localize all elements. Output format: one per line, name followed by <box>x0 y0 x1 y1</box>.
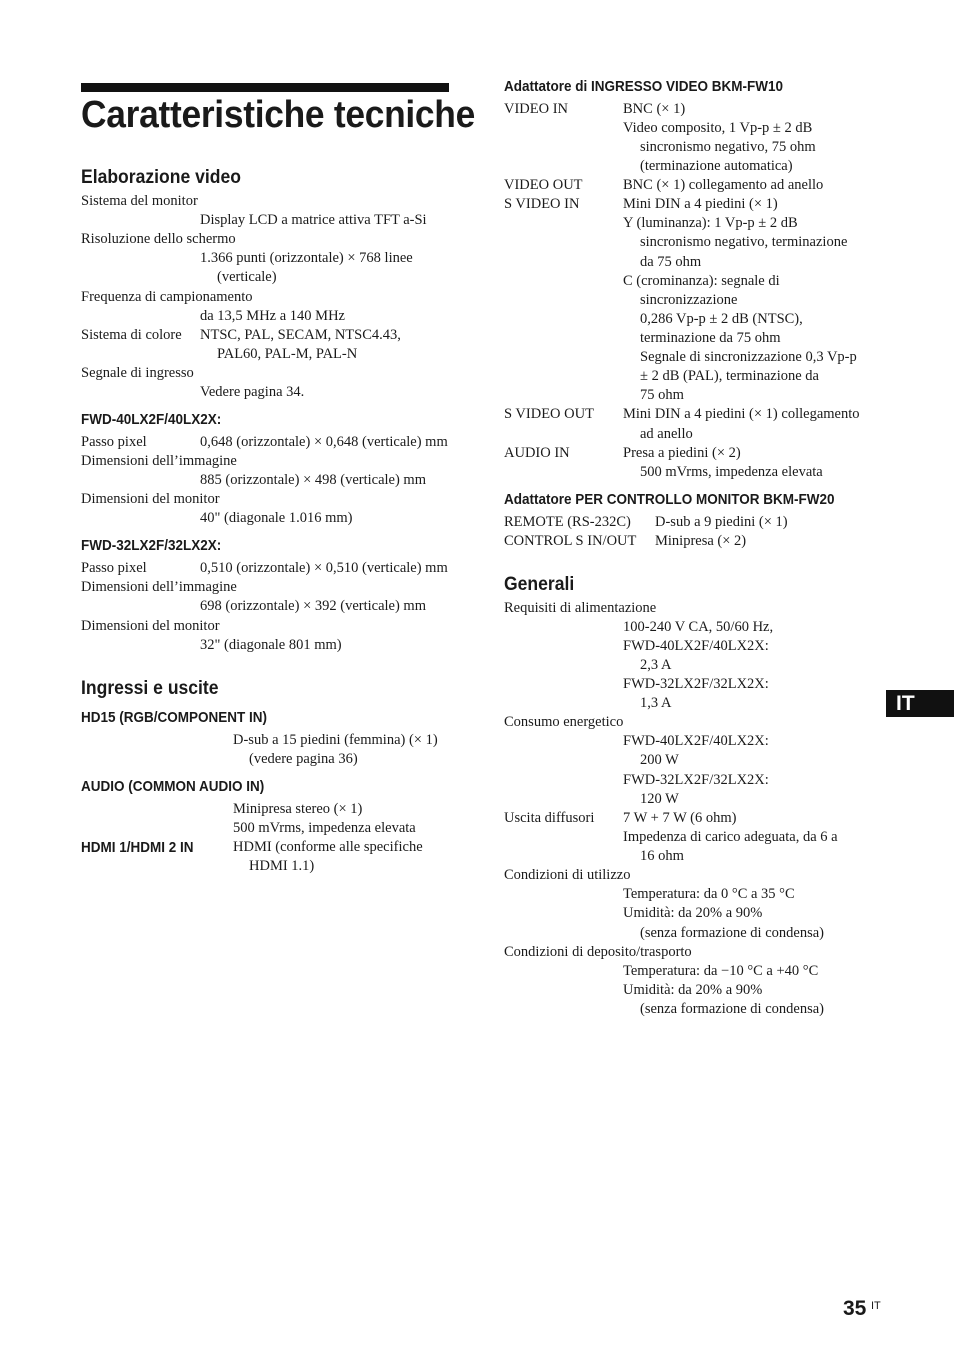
spec-value-video-in-4: (terminazione automatica) <box>640 158 793 174</box>
spec-value-uscita-2: Impedenza di carico adeguata, da 6 a <box>623 829 838 845</box>
spec-label-segnale: Segnale di ingresso <box>81 365 194 381</box>
spec-value-svideo-in-8: terminazione da 75 ohm <box>640 330 781 346</box>
spec-value-consumo-1: FWD-40LX2F/40LX2X: <box>623 733 769 749</box>
spec-label-dim-img-32: Dimensioni dell’immagine <box>81 579 237 595</box>
spec-value-hd15-cont: (vedere pagina 36) <box>249 751 358 767</box>
spec-value-audio-in-2: 500 mVrms, impedenza elevata <box>640 464 823 480</box>
spec-value-dim-mon-32: 32" (diagonale 801 mm) <box>200 637 342 653</box>
spec-label-passo-32: Passo pixel <box>81 560 147 576</box>
subheading-hd15: HD15 (RGB/COMPONENT IN) <box>81 709 268 726</box>
spec-value-consumo-2: 200 W <box>640 752 679 768</box>
spec-value-dim-img-40: 885 (orizzontale) × 498 (verticale) mm <box>200 472 426 488</box>
spec-label-consumo: Consumo energetico <box>504 714 624 730</box>
page-title: Caratteristiche tecniche <box>81 94 475 136</box>
spec-value-svideo-out-2: ad anello <box>640 426 693 442</box>
spec-value-svideo-in-11: 75 ohm <box>640 387 684 403</box>
subheading-fw10: Adattatore di INGRESSO VIDEO BKM-FW10 <box>504 78 784 95</box>
spec-value-consumo-4: 120 W <box>640 791 679 807</box>
spec-value-deposito-1: Temperatura: da −10 °C a +40 °C <box>623 963 819 979</box>
spec-value-consumo-3: FWD-32LX2F/32LX2X: <box>623 772 769 788</box>
spec-value-segnale: Vedere pagina 34. <box>200 384 305 400</box>
spec-label-alimentazione: Requisiti di alimentazione <box>504 600 657 616</box>
page-number: 35 <box>843 1297 867 1320</box>
spec-value-passo-40: 0,648 (orizzontale) × 0,648 (verticale) mm <box>200 434 448 450</box>
spec-value-svideo-in-5: C (crominanza): segnale di <box>623 273 780 289</box>
spec-value-hdmi: HDMI (conforme alle specifiche <box>233 839 423 855</box>
language-tab: IT <box>886 690 954 717</box>
spec-label-remote: REMOTE (RS-232C) <box>504 514 631 530</box>
spec-label-uscita: Uscita diffusori <box>504 810 595 826</box>
subheading-hdmi: HDMI 1/HDMI 2 IN <box>81 839 194 856</box>
spec-label-frequenza: Frequenza di campionamento <box>81 289 253 305</box>
spec-value-video-out: BNC (× 1) collegamento ad anello <box>623 177 824 193</box>
spec-value-svideo-in-4: da 75 ohm <box>640 254 702 270</box>
spec-value-audio: Minipresa stereo (× 1) <box>233 801 363 817</box>
spec-value-video-in-3: sincronismo negativo, 75 ohm <box>640 139 816 155</box>
spec-value-dim-img-32: 698 (orizzontale) × 392 (verticale) mm <box>200 598 426 614</box>
spec-value-hdmi-cont: HDMI 1.1) <box>249 858 315 874</box>
spec-value-video-in-1: BNC (× 1) <box>623 101 686 117</box>
spec-value-svideo-in-1: Mini DIN a 4 piedini (× 1) <box>623 196 778 212</box>
spec-value-alim-1: 100-240 V CA, 50/60 Hz, <box>623 619 774 635</box>
model-heading-40: FWD-40LX2F/40LX2X: <box>81 411 222 428</box>
spec-value-audio-cont: 500 mVrms, impedenza elevata <box>233 820 416 836</box>
spec-value-risoluzione: 1.366 punti (orizzontale) × 768 linee <box>200 250 413 266</box>
spec-value-frequenza: da 13,5 MHz a 140 MHz <box>200 308 345 324</box>
section-heading-io: Ingressi e uscite <box>81 677 219 699</box>
spec-label-dim-img-40: Dimensioni dell’immagine <box>81 453 237 469</box>
spec-value-control: Minipresa (× 2) <box>655 533 747 549</box>
section-heading-generali: Generali <box>504 573 575 595</box>
spec-value-colore-cont: PAL60, PAL-M, PAL-N <box>217 346 358 362</box>
spec-value-deposito-2: Umidità: da 20% a 90% <box>623 982 763 998</box>
spec-label-control: CONTROL S IN/OUT <box>504 533 637 549</box>
spec-value-uscita-1: 7 W + 7 W (6 ohm) <box>623 810 737 826</box>
spec-value-audio-in-1: Presa a piedini (× 2) <box>623 445 741 461</box>
spec-value-alim-3: 2,3 A <box>640 657 672 673</box>
spec-value-hd15: D-sub a 15 piedini (femmina) (× 1) <box>233 732 438 748</box>
spec-value-svideo-in-9: Segnale di sincronizzazione 0,3 Vp-p <box>640 349 857 365</box>
spec-value-sistema: Display LCD a matrice attiva TFT a-Si <box>200 212 427 228</box>
section-heading-video: Elaborazione video <box>81 166 241 188</box>
spec-value-deposito-3: (senza formazione di condensa) <box>640 1001 824 1017</box>
spec-value-dim-mon-40: 40" (diagonale 1.016 mm) <box>200 510 353 526</box>
spec-value-passo-32: 0,510 (orizzontale) × 0,510 (verticale) mm <box>200 560 448 576</box>
spec-value-svideo-in-6: sincronizzazione <box>640 292 738 308</box>
spec-label-dim-mon-32: Dimensioni del monitor <box>81 618 220 634</box>
title-bar <box>81 83 449 92</box>
spec-value-alim-4: FWD-32LX2F/32LX2X: <box>623 676 769 692</box>
spec-value-svideo-in-10: ± 2 dB (PAL), terminazione da <box>640 368 819 384</box>
spec-label-audio-in: AUDIO IN <box>504 445 570 461</box>
spec-value-alim-2: FWD-40LX2F/40LX2X: <box>623 638 769 654</box>
spec-value-risoluzione-cont: (verticale) <box>217 269 277 285</box>
spec-value-svideo-out-1: Mini DIN a 4 piedini (× 1) collegamento <box>623 406 860 422</box>
spec-value-svideo-in-3: sincronismo negativo, terminazione <box>640 234 848 250</box>
spec-label-colore: Sistema di colore <box>81 327 182 343</box>
spec-value-video-in-2: Video composito, 1 Vp-p ± 2 dB <box>623 120 813 136</box>
spec-label-deposito: Condizioni di deposito/trasporto <box>504 944 692 960</box>
spec-label-utilizzo: Condizioni di utilizzo <box>504 867 631 883</box>
model-heading-32: FWD-32LX2F/32LX2X: <box>81 537 222 554</box>
spec-label-svideo-in: S VIDEO IN <box>504 196 580 212</box>
spec-value-colore: NTSC, PAL, SECAM, NTSC4.43, <box>200 327 401 343</box>
spec-value-svideo-in-7: 0,286 Vp-p ± 2 dB (NTSC), <box>640 311 803 327</box>
spec-label-passo-40: Passo pixel <box>81 434 147 450</box>
spec-value-utilizzo-1: Temperatura: da 0 °C a 35 °C <box>623 886 795 902</box>
spec-label-dim-mon-40: Dimensioni del monitor <box>81 491 220 507</box>
spec-value-utilizzo-2: Umidità: da 20% a 90% <box>623 905 763 921</box>
subheading-audio: AUDIO (COMMON AUDIO IN) <box>81 778 265 795</box>
spec-label-video-in: VIDEO IN <box>504 101 569 117</box>
spec-label-svideo-out: S VIDEO OUT <box>504 406 594 422</box>
spec-value-uscita-3: 16 ohm <box>640 848 684 864</box>
spec-label-sistema: Sistema del monitor <box>81 193 198 209</box>
spec-value-remote: D-sub a 9 piedini (× 1) <box>655 514 788 530</box>
spec-value-utilizzo-3: (senza formazione di condensa) <box>640 925 824 941</box>
spec-label-risoluzione: Risoluzione dello schermo <box>81 231 236 247</box>
subheading-fw20: Adattatore PER CONTROLLO MONITOR BKM-FW20 <box>504 491 835 508</box>
page-number-suffix: IT <box>871 1300 881 1312</box>
spec-value-alim-5: 1,3 A <box>640 695 672 711</box>
spec-label-video-out: VIDEO OUT <box>504 177 583 193</box>
spec-value-svideo-in-2: Y (luminanza): 1 Vp-p ± 2 dB <box>623 215 798 231</box>
